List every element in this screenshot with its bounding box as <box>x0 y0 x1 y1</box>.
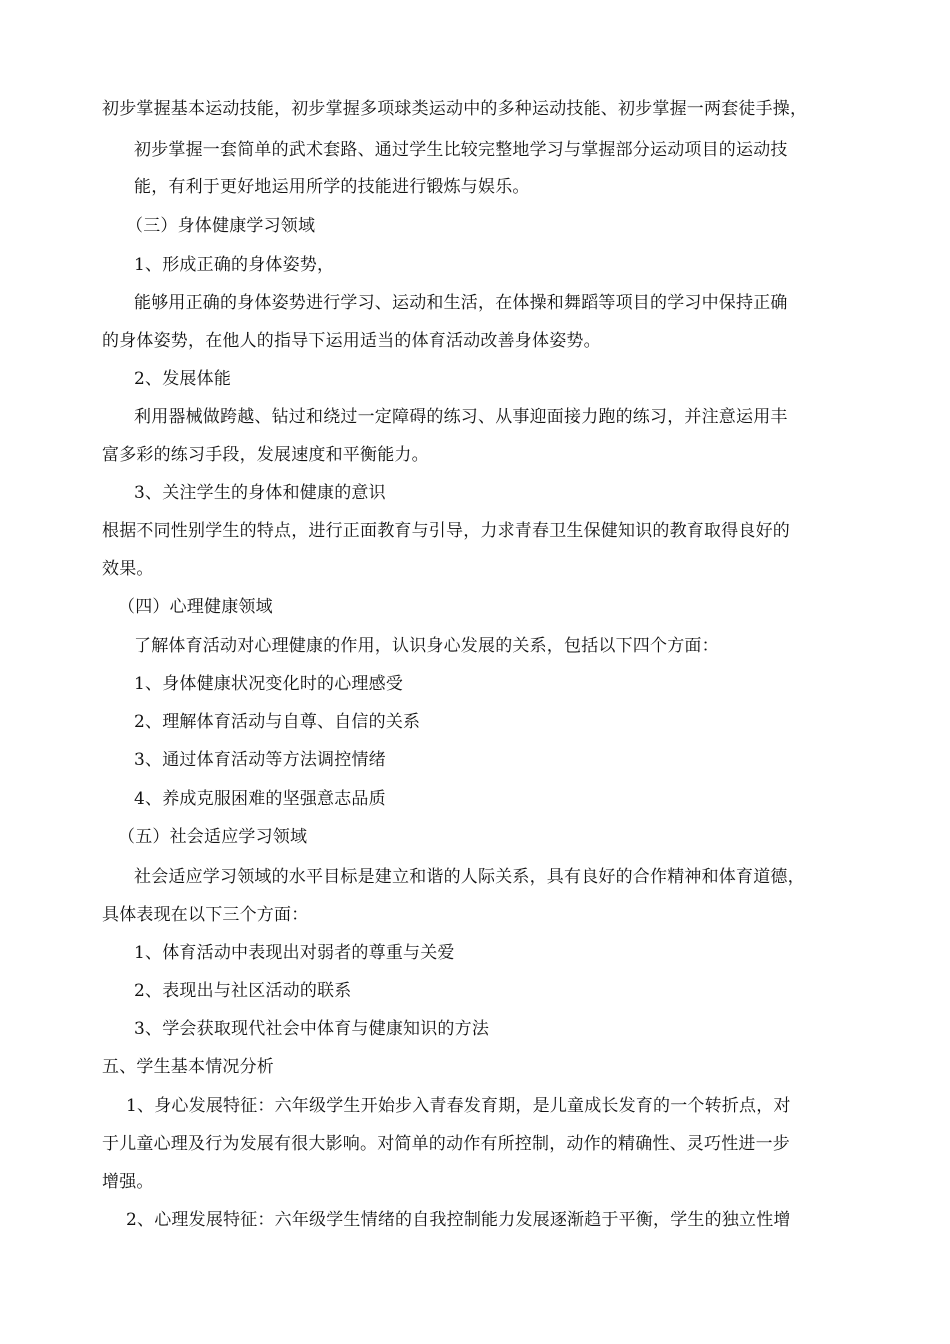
text-line: 增强。 <box>102 1172 154 1192</box>
section-heading: （四）心理健康领域 <box>118 597 273 617</box>
list-item: 2、表现出与社区活动的联系 <box>134 981 352 1001</box>
section-heading: 五、学生基本情况分析 <box>102 1057 274 1077</box>
text-line: 根据不同性别学生的特点，进行正面教育与引导，力求青春卫生保健知识的教育取得良好的 <box>102 521 790 541</box>
section-heading: （五）社会适应学习领域 <box>118 827 308 847</box>
text-line: 1、形成正确的身体姿势， <box>134 255 335 275</box>
list-item: 2、理解体育活动与自尊、自信的关系 <box>134 712 421 732</box>
text-line: 初步掌握基本运动技能，初步掌握多项球类运动中的多种运动技能、初步掌握一两套徒手操， <box>102 99 808 119</box>
text-line: 富多彩的练习手段，发展速度和平衡能力。 <box>102 445 429 465</box>
text-line: 了解体育活动对心理健康的作用，认识身心发展的关系，包括以下四个方面： <box>134 636 719 656</box>
list-item: 3、通过体育活动等方法调控情绪 <box>134 750 386 770</box>
list-item: 1、身体健康状况变化时的心理感受 <box>134 674 404 694</box>
text-line: 效果。 <box>102 559 154 579</box>
list-item: 1、体育活动中表现出对弱者的尊重与关爱 <box>134 943 455 963</box>
text-line: 能，有利于更好地运用所学的技能进行锻炼与娱乐。 <box>134 177 530 197</box>
text-line: 2、心理发展特征：六年级学生情绪的自我控制能力发展逐渐趋于平衡，学生的独立性增 <box>126 1210 791 1230</box>
text-line: 具体表现在以下三个方面： <box>102 905 309 925</box>
text-line: 社会适应学习领域的水平目标是建立和谐的人际关系，具有良好的合作精神和体育道德， <box>134 867 805 887</box>
text-line: 初步掌握一套简单的武术套路、通过学生比较完整地学习与掌握部分运动项目的运动技 <box>134 140 788 160</box>
text-line: 利用器械做跨越、钻过和绕过一定障碍的练习、从事迎面接力跑的练习，并注意运用丰 <box>134 407 788 427</box>
text-line: 1、身心发展特征：六年级学生开始步入青春发育期，是儿童成长发育的一个转折点，对 <box>126 1096 791 1116</box>
text-line: 于儿童心理及行为发展有很大影响。对简单的动作有所控制，动作的精确性、灵巧性进一步 <box>102 1134 790 1154</box>
text-line: 2、发展体能 <box>134 369 232 389</box>
text-line: 的身体姿势，在他人的指导下运用适当的体育活动改善身体姿势。 <box>102 331 601 351</box>
list-item: 4、养成克服困难的坚强意志品质 <box>134 789 386 809</box>
text-line: 3、关注学生的身体和健康的意识 <box>134 483 386 503</box>
section-heading: （三）身体健康学习领域 <box>126 216 316 236</box>
list-item: 3、学会获取现代社会中体育与健康知识的方法 <box>134 1019 490 1039</box>
text-line: 能够用正确的身体姿势进行学习、运动和生活，在体操和舞蹈等项目的学习中保持正确 <box>134 293 788 313</box>
